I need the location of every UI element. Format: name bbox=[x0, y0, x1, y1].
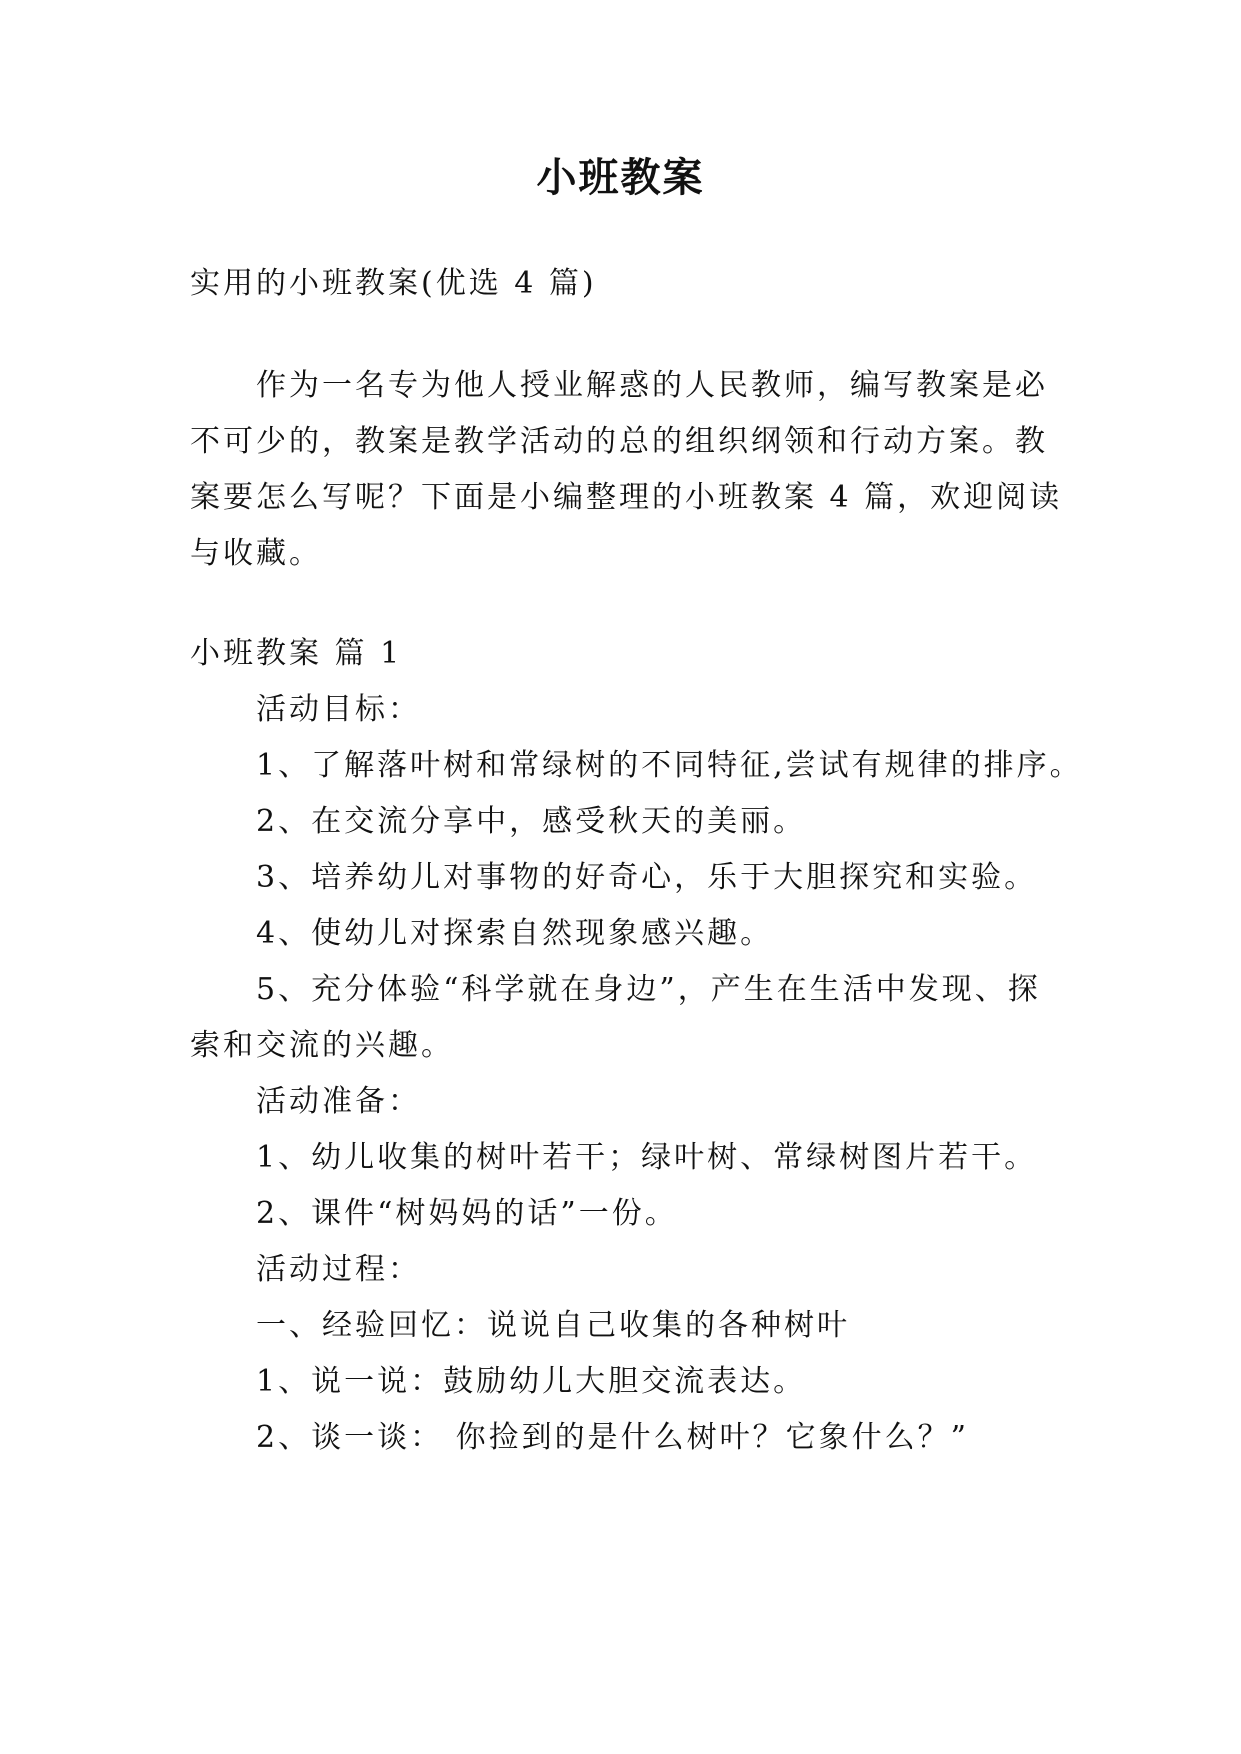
prep-heading: 活动准备： bbox=[256, 1084, 421, 1119]
prep-item: 2、课件“树妈妈的话”一份。 bbox=[256, 1196, 678, 1231]
goal-item: 1、了解落叶树和常绿树的不同特征,尝试有规律的排序。 bbox=[256, 748, 1083, 783]
intro-line: 案要怎么写呢？下面是小编整理的小班教案 4 篇，欢迎阅读 bbox=[190, 480, 1063, 515]
goal-item: 3、培养幼儿对事物的好奇心，乐于大胆探究和实验。 bbox=[256, 860, 1038, 895]
process-item: 1、说一说：鼓励幼儿大胆交流表达。 bbox=[256, 1364, 807, 1399]
goal-item: 4、使幼儿对探索自然现象感兴趣。 bbox=[256, 916, 774, 951]
goals-heading: 活动目标： bbox=[256, 692, 421, 727]
goal-item-continuation: 索和交流的兴趣。 bbox=[190, 1028, 454, 1063]
document-subtitle: 实用的小班教案(优选 4 篇) bbox=[190, 266, 597, 301]
intro-line: 不可少的，教案是教学活动的总的组织纲领和行动方案。教 bbox=[190, 424, 1048, 459]
intro-line: 与收藏。 bbox=[190, 536, 322, 571]
prep-item: 1、幼儿收集的树叶若干；绿叶树、常绿树图片若干。 bbox=[256, 1140, 1038, 1175]
goal-item: 2、在交流分享中，感受秋天的美丽。 bbox=[256, 804, 807, 839]
process-item: 一、经验回忆：说说自己收集的各种树叶 bbox=[256, 1308, 850, 1343]
process-item: 2、谈一谈： 你捡到的是什么树叶？它象什么？” bbox=[256, 1420, 969, 1455]
document-title: 小班教案 bbox=[536, 155, 705, 201]
goal-item: 5、充分体验“科学就在身边”，产生在生活中发现、探 bbox=[256, 972, 1041, 1007]
section-heading: 小班教案 篇 1 bbox=[190, 636, 403, 671]
intro-line: 作为一名专为他人授业解惑的人民教师，编写教案是必 bbox=[256, 368, 1048, 403]
process-heading: 活动过程： bbox=[256, 1252, 421, 1287]
